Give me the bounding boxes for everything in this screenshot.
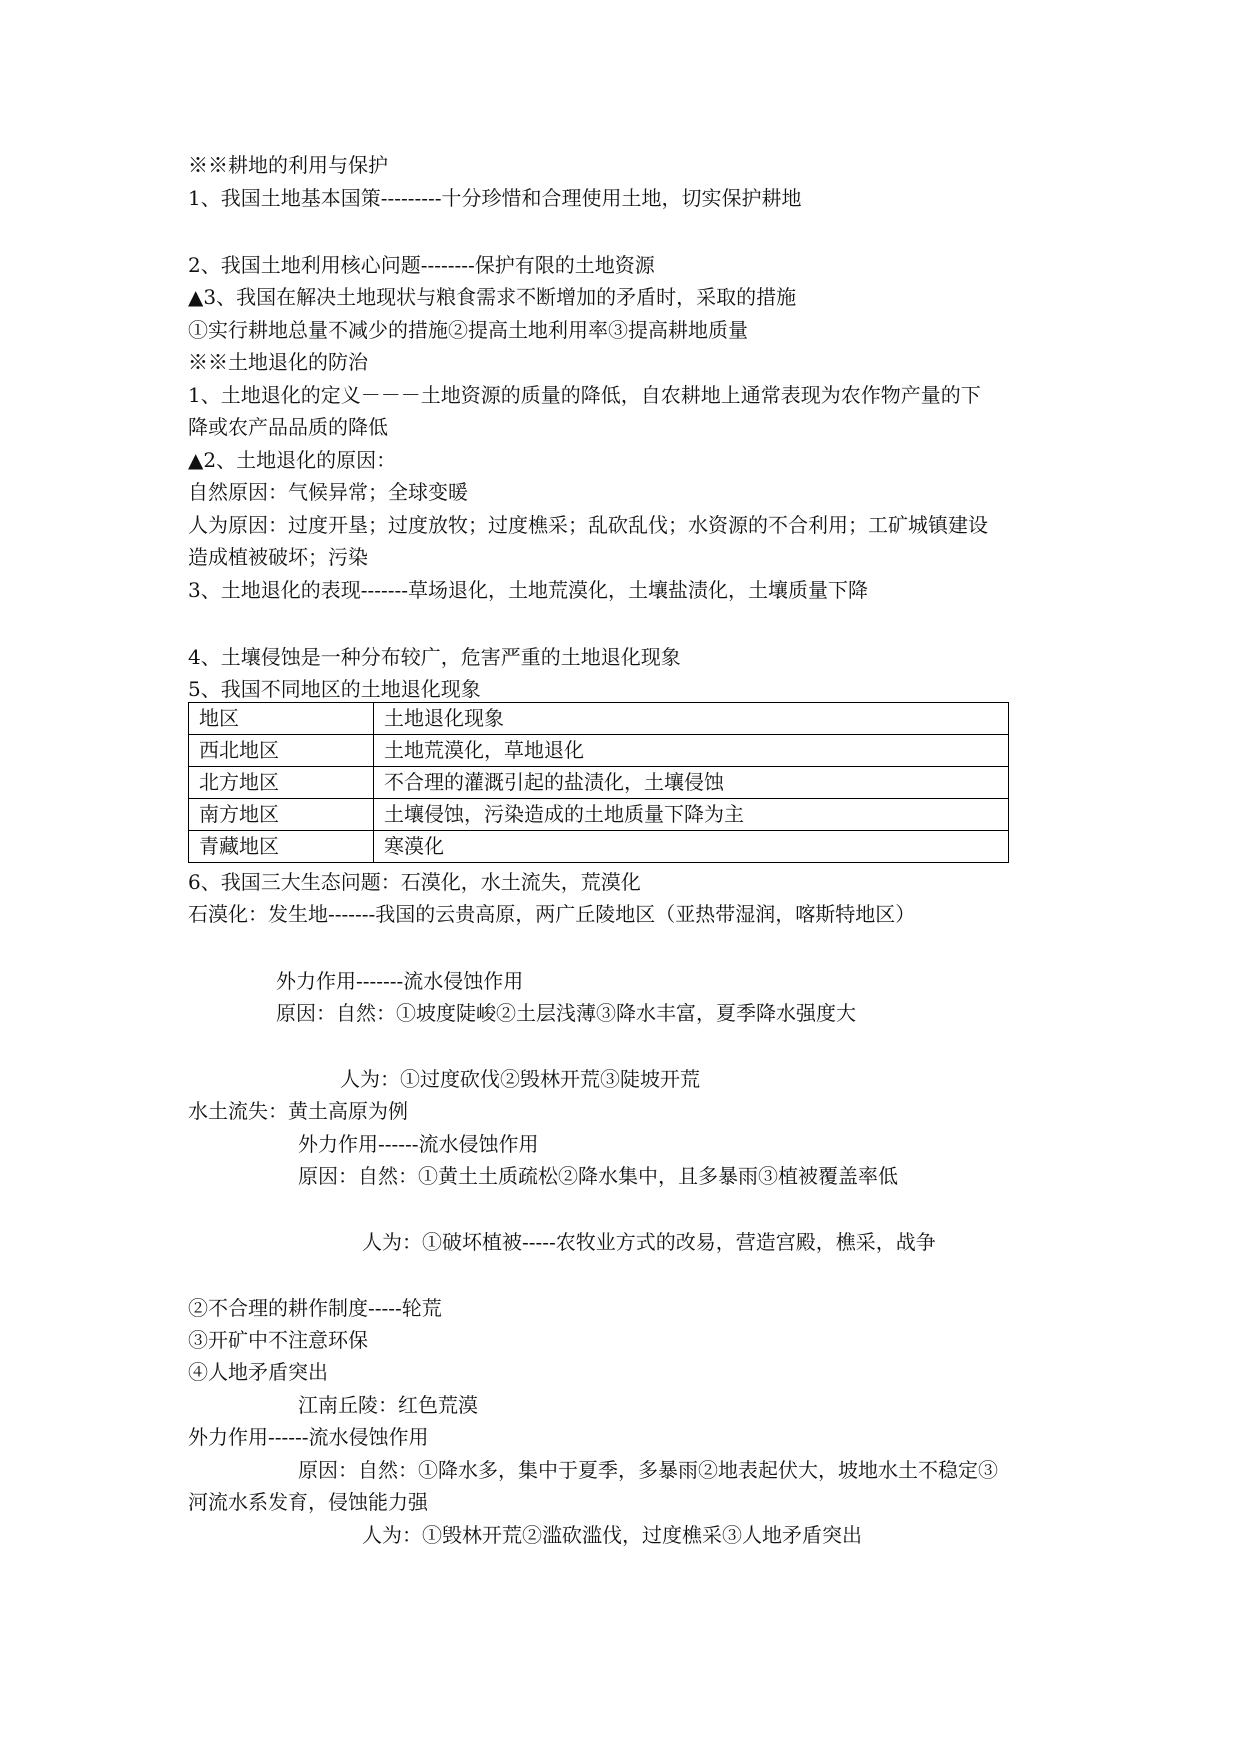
table-header-cell: 地区	[189, 703, 374, 735]
text-line: 降或农产品品质的降低	[188, 415, 388, 439]
text-line: 原因：自然：①降水多，集中于夏季，多暴雨②地表起伏大，坡地水土不稳定③	[298, 1458, 998, 1482]
table-cell: 土壤侵蚀，污染造成的土地质量下降为主	[374, 799, 1009, 831]
text-line: 6、我国三大生态问题：石漠化，水土流失，荒漠化	[188, 870, 641, 894]
table-cell: 不合理的灌溉引起的盐渍化，土壤侵蚀	[374, 767, 1009, 799]
text-line: 4、土壤侵蚀是一种分布较广，危害严重的土地退化现象	[188, 645, 681, 669]
table-cell: 南方地区	[189, 799, 374, 831]
text-line: 水土流失：黄土高原为例	[188, 1099, 408, 1123]
text-line: 原因：自然：①黄土土质疏松②降水集中，且多暴雨③植被覆盖率低	[298, 1164, 898, 1188]
degradation-table	[188, 702, 1009, 863]
text-line: 人为：①毁林开荒②滥砍滥伐，过度樵采③人地矛盾突出	[362, 1523, 862, 1547]
table-row	[189, 767, 1009, 799]
text-line: 3、土地退化的表现-------草场退化，土地荒漠化，土壤盐渍化，土壤质量下降	[188, 578, 869, 602]
table-cell: 西北地区	[189, 735, 374, 767]
text-line: 自然原因：气候异常；全球变暖	[188, 480, 468, 504]
table-row	[189, 831, 1009, 863]
table-row	[189, 735, 1009, 767]
heading-farmland: ※※耕地的利用与保护	[188, 153, 388, 177]
text-line: 原因：自然：①坡度陡峻②土层浅薄③降水丰富，夏季降水强度大	[276, 1001, 856, 1025]
text-line: 5、我国不同地区的土地退化现象	[188, 677, 481, 701]
text-line: 人为：①破坏植被-----农牧业方式的改易，营造宫殿，樵采，战争	[362, 1230, 936, 1254]
text-line: 石漠化：发生地-------我国的云贵高原，两广丘陵地区（亚热带湿润，喀斯特地区）	[188, 902, 916, 926]
text-line: ④人地矛盾突出	[188, 1360, 328, 1384]
table-cell: 土地荒漠化，草地退化	[374, 735, 1009, 767]
text-line: 造成植被破坏；污染	[188, 545, 368, 569]
text-line: ①实行耕地总量不减少的措施②提高土地利用率③提高耕地质量	[188, 318, 748, 342]
text-line: 1、我国土地基本国策---------十分珍惜和合理使用土地，切实保护耕地	[188, 186, 802, 210]
text-line: ②不合理的耕作制度-----轮荒	[188, 1296, 442, 1320]
table-cell: 寒漠化	[374, 831, 1009, 863]
table-header-row	[189, 703, 1009, 735]
text-line: 江南丘陵：红色荒漠	[298, 1393, 478, 1417]
table-row	[189, 799, 1009, 831]
text-line: 河流水系发育，侵蚀能力强	[188, 1490, 428, 1514]
heading-land-degradation: ※※土地退化的防治	[188, 350, 368, 374]
table-cell: 青藏地区	[189, 831, 374, 863]
table-cell: 北方地区	[189, 767, 374, 799]
text-line: 外力作用------流水侵蚀作用	[188, 1425, 429, 1449]
text-line: 外力作用------流水侵蚀作用	[298, 1132, 539, 1156]
text-line: ▲3、我国在解决土地现状与粮食需求不断增加的矛盾时，采取的措施	[188, 285, 797, 309]
text-line: 1、土地退化的定义－－－土地资源的质量的降低，自农耕地上通常表现为农作物产量的下	[188, 383, 981, 407]
text-line: 人为：①过度砍伐②毁林开荒③陡坡开荒	[340, 1067, 700, 1091]
text-line: 外力作用-------流水侵蚀作用	[276, 969, 524, 993]
text-line: ③开矿中不注意环保	[188, 1328, 368, 1352]
text-line: 2、我国土地利用核心问题--------保护有限的土地资源	[188, 253, 655, 277]
text-line: 人为原因：过度开垦；过度放牧；过度樵采；乱砍乱伐；水资源的不合利用；工矿城镇建设	[188, 513, 988, 537]
text-line: ▲2、土地退化的原因：	[188, 448, 397, 472]
table-header-cell: 土地退化现象	[374, 703, 1009, 735]
